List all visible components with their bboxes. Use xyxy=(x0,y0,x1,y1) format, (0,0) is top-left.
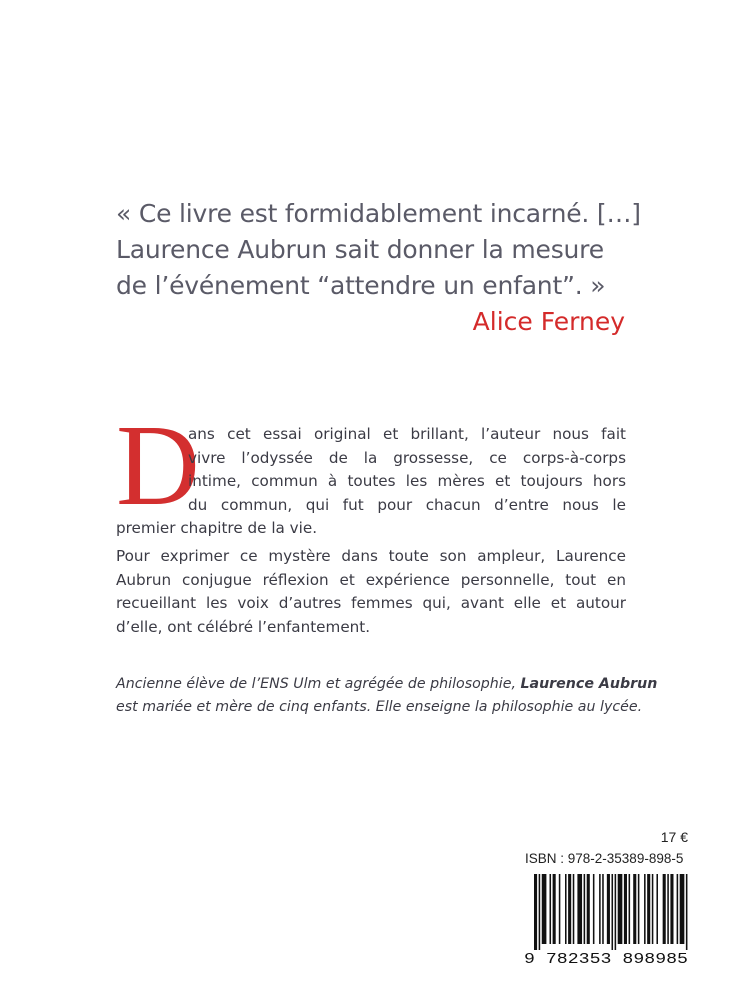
barcode-bar xyxy=(593,874,595,944)
dropcap-letter: D xyxy=(116,402,200,530)
barcode-bar xyxy=(618,874,623,944)
endorsement-quote xyxy=(116,196,641,304)
barcode-bar xyxy=(607,874,610,944)
bio-text: Ancienne élève de l’ENS Ulm et agrégée de philosophie, xyxy=(116,676,521,692)
paragraph-line: recueillant les voix d’autres femmes qui, avant elle et autour xyxy=(116,594,626,612)
summary-paragraph-2 xyxy=(116,545,626,639)
quote-author: Alice Ferney xyxy=(472,307,625,336)
barcode-bar xyxy=(667,874,669,944)
barcode-bar xyxy=(559,874,561,944)
paragraph-line: vivre l’odyssée de la grossesse, ce corps-à-corps xyxy=(188,448,626,467)
isbn-label: ISBN : 978-2-35389-898-5 xyxy=(525,851,684,866)
barcode-bar xyxy=(565,874,567,944)
barcode-bar xyxy=(615,874,617,950)
barcode-bar xyxy=(647,874,650,944)
bio-line-1 xyxy=(116,673,658,696)
barcode-bar xyxy=(568,874,571,944)
barcode-bar xyxy=(686,874,688,950)
barcode-bar xyxy=(539,874,541,950)
barcode-bar xyxy=(553,874,556,944)
barcode-bar xyxy=(534,874,537,950)
barcode-bar xyxy=(577,874,582,944)
barcode xyxy=(522,872,692,966)
barcode-bar xyxy=(587,874,590,944)
paragraph-line: intime, commun à toutes les mères et toujours hors xyxy=(188,472,626,490)
barcode-bar xyxy=(680,874,685,944)
barcode-bar xyxy=(550,874,552,944)
barcode-bar xyxy=(602,874,604,944)
bio-line-2: est mariée et mère de cinq enfants. Elle enseigne la philosophie au lycée. xyxy=(116,699,643,715)
barcode-bar xyxy=(670,874,673,944)
barcode-bar xyxy=(663,874,666,944)
barcode-digits: 9 782353 898985 xyxy=(524,951,688,966)
paragraph-line: ans cet essai original et brillant, l’auteur nous fait xyxy=(188,425,626,443)
barcode-bar xyxy=(644,874,646,944)
author-bio xyxy=(116,673,658,719)
quote-line: « Ce livre est formidablement incarné. […] xyxy=(116,199,641,228)
barcode-bar xyxy=(677,874,679,944)
barcode-bar xyxy=(542,874,547,944)
paragraph-line: Aubrun conjugue réflexion et expérience personnelle, tout en xyxy=(116,570,626,589)
quote-line: Laurence Aubrun sait donner la mesure xyxy=(116,235,604,264)
barcode-bar xyxy=(656,874,658,944)
author-name: Laurence Aubrun xyxy=(520,676,658,692)
paragraph-line: premier chapitre de la vie. xyxy=(116,519,318,537)
summary-paragraph-1 xyxy=(116,423,626,541)
paragraph-line: d’elle, ont célébré l’enfantement. xyxy=(116,617,371,636)
paragraph-line: du commun, qui fut pour chacun d’entre nous le xyxy=(188,495,626,514)
barcode-bar xyxy=(624,874,627,944)
barcode-bars xyxy=(534,874,687,950)
barcode-bar xyxy=(599,874,601,944)
barcode-bar xyxy=(629,874,631,944)
barcode-bar xyxy=(652,874,654,944)
barcode-bar xyxy=(612,874,614,950)
paragraph-line: Pour exprimer ce mystère dans toute son ampleur, Laurence xyxy=(116,547,626,565)
barcode-bar xyxy=(633,874,636,944)
barcode-bar xyxy=(584,874,586,944)
price-label: 17 € xyxy=(660,829,688,845)
quote-line: de l’événement “attendre un enfant”. » xyxy=(116,271,606,300)
barcode-bar xyxy=(573,874,575,944)
barcode-bar xyxy=(638,874,640,944)
